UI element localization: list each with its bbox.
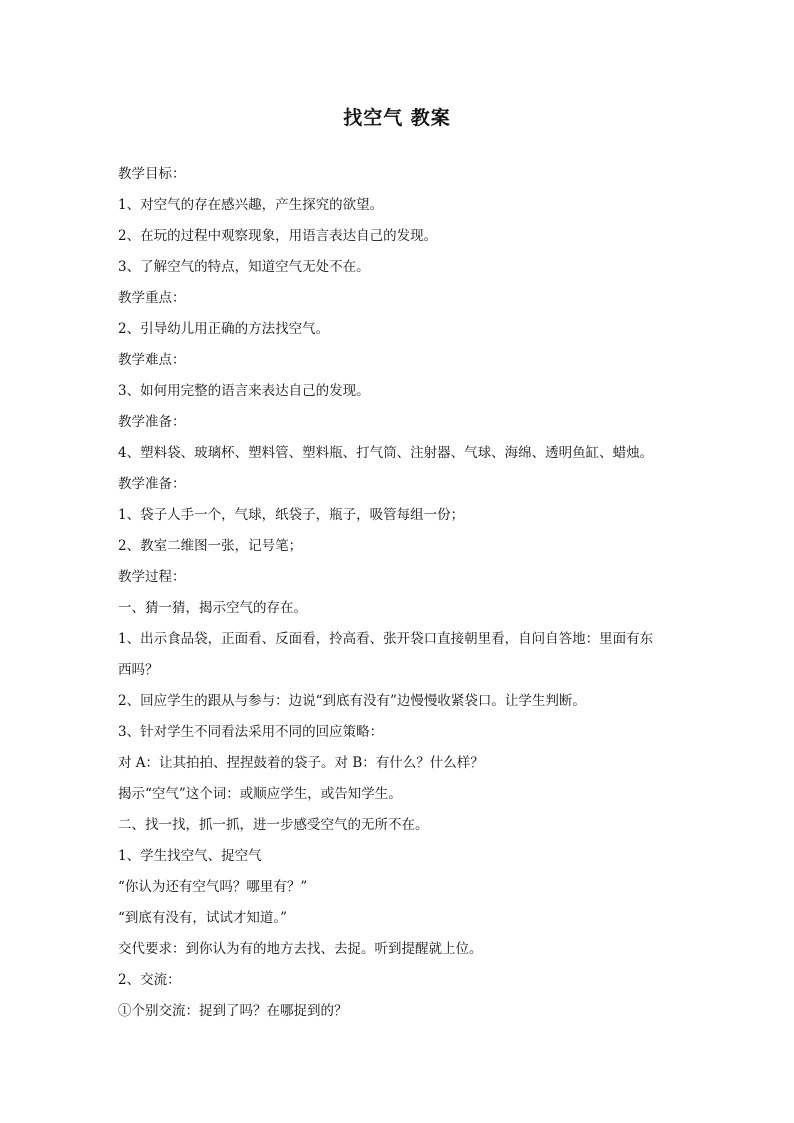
section-heading-preparation: 教学准备：: [118, 414, 186, 430]
paragraph-line: 3、针对学生不同看法采用不同的回应策略：: [118, 724, 384, 740]
quote-line: “你认为还有空气吗？哪里有？”: [118, 879, 308, 895]
paragraph-line: 3、了解空气的特点，知道空气无处不在。: [118, 259, 370, 275]
paragraph-line: 1、对空气的存在感兴趣，产生探究的欲望。: [118, 197, 384, 213]
paragraph-line: 2、交流：: [118, 972, 181, 988]
paragraph-line: 1、出示食品袋，正面看、反面看，拎高看、张开袋口直接朝里看，自问自答地：里面有东: [118, 631, 654, 647]
paragraph-line: 4、塑料袋、玻璃杯、塑料管、塑料瓶、打气筒、注射器、气球、海绵、透明鱼缸、蜡烛。: [118, 445, 654, 461]
paragraph-line: 对 A：让其拍拍、捏捏鼓着的袋子。对 B：有什么？什么样？: [118, 755, 484, 771]
document-title: 找空气 教案: [343, 107, 451, 129]
paragraph-line: 2、回应学生的跟从与参与：边说“到底有没有”边慢慢收紧袋口。让学生判断。: [118, 693, 586, 709]
document-body: [118, 159, 678, 1027]
paragraph-line: 2、教室二维图一张，记号笔；: [118, 538, 303, 554]
paragraph-line: ①个别交流：捉到了吗？在哪捉到的？: [118, 1003, 348, 1019]
section-heading-process: 教学过程：: [118, 569, 186, 585]
paragraph-line: 1、袋子人手一个，气球，纸袋子，瓶子，吸管每组一份；: [118, 507, 465, 523]
subsection-heading: 二、找一找，抓一抓，进一步感受空气的无所不在。: [118, 817, 429, 833]
paragraph-line: 西吗？: [118, 662, 159, 678]
paragraph-line: 2、在玩的过程中观察现象，用语言表达自己的发现。: [118, 228, 438, 244]
paragraph-line: 1、学生找空气、捉空气: [118, 848, 262, 864]
section-heading-difficulties: 教学难点：: [118, 352, 186, 368]
subsection-heading: 一、猜一猜，揭示空气的存在。: [118, 600, 307, 616]
paragraph-line: 3、如何用完整的语言来表达自己的发现。: [118, 383, 370, 399]
paragraph-line: 揭示“空气”这个词：或顺应学生，或告知学生。: [118, 786, 402, 802]
section-heading-preparation: 教学准备：: [118, 476, 186, 492]
paragraph-line: 2、引导幼儿用正确的方法找空气。: [118, 321, 330, 337]
section-heading-goals: 教学目标：: [118, 166, 186, 182]
section-heading-key-points: 教学重点：: [118, 290, 186, 306]
quote-line: “到底有没有，试试才知道。”: [118, 910, 288, 926]
paragraph-line: 交代要求：到你认为有的地方去找、去捉。听到提醒就上位。: [118, 941, 483, 957]
